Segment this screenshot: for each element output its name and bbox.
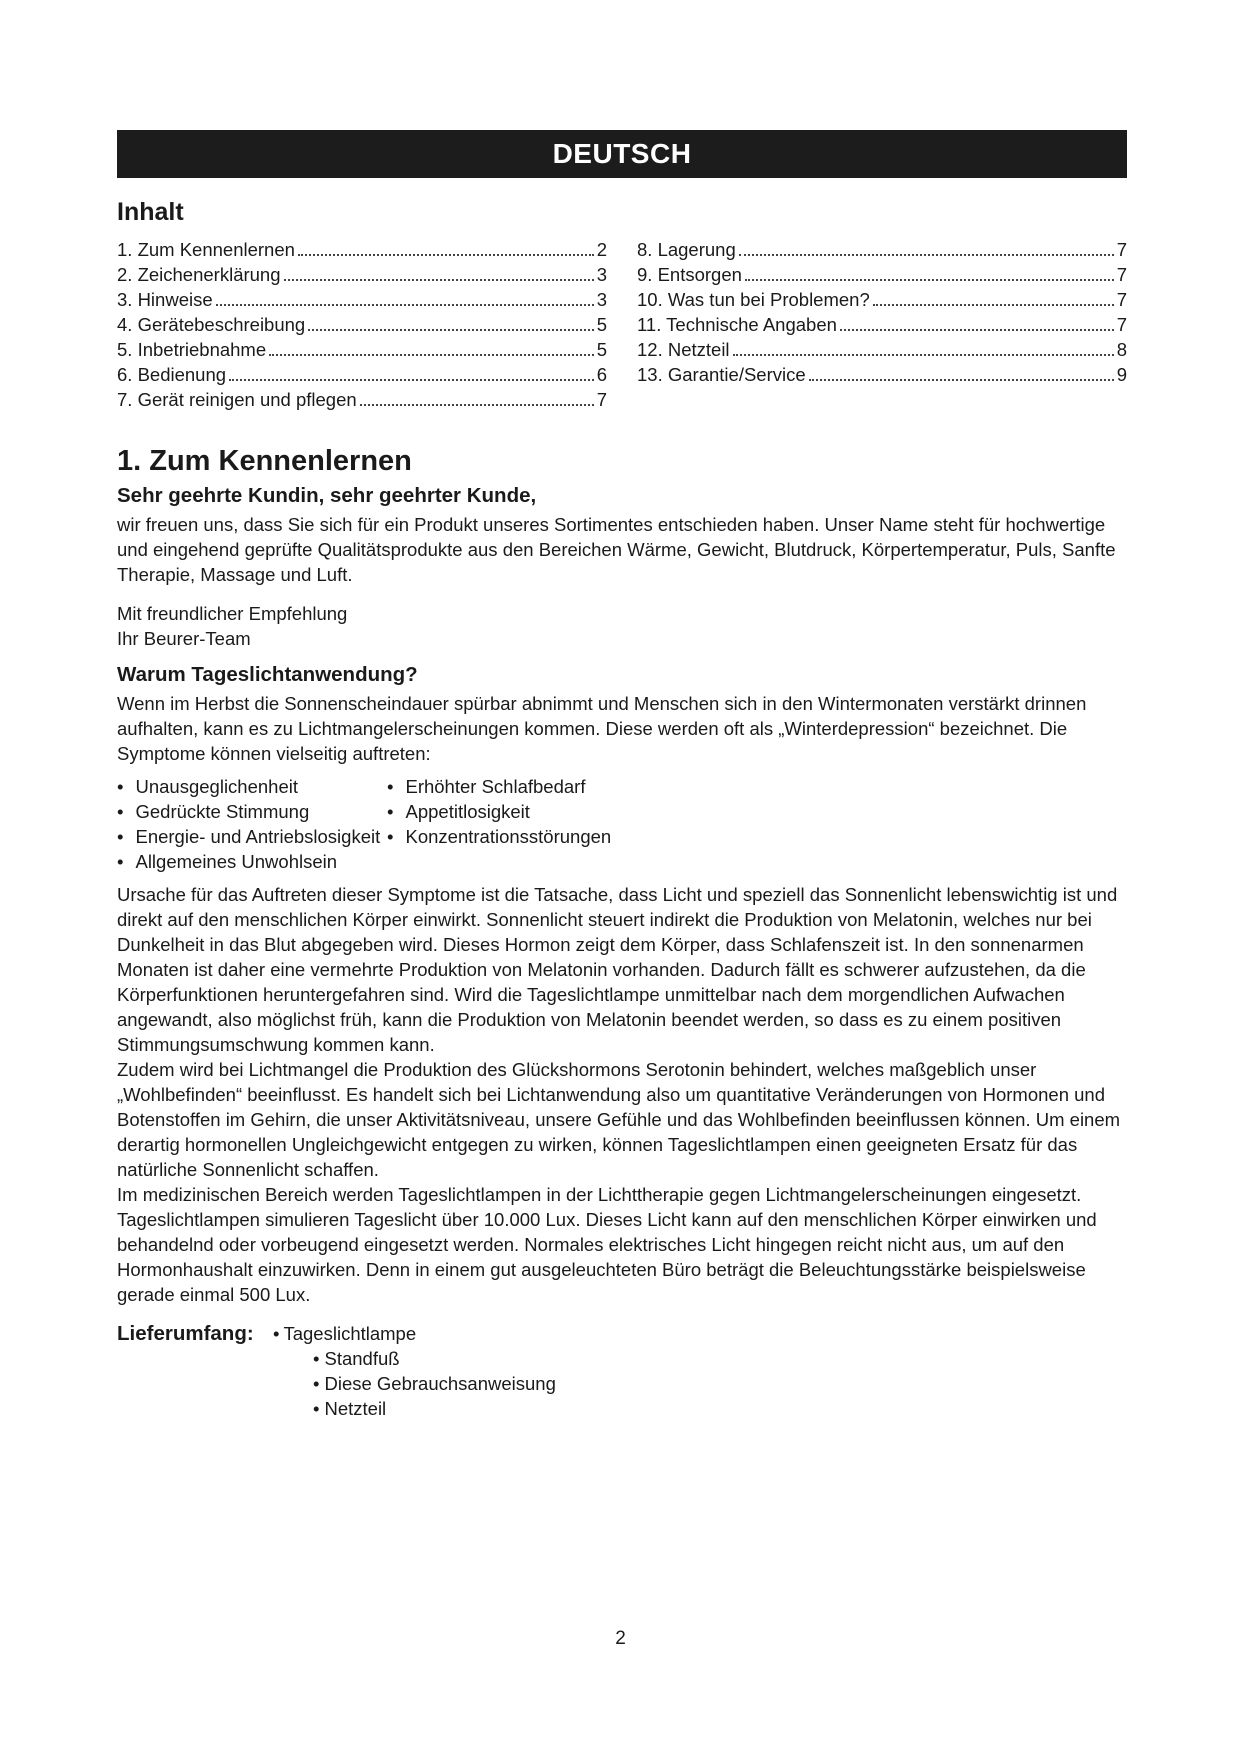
list-item: • Konzentrationsstörungen <box>387 824 787 849</box>
toc-leader-dots <box>840 329 1114 331</box>
toc-leader-dots <box>745 279 1114 281</box>
delivery-label: Lieferumfang: <box>117 1322 254 1345</box>
list-item: • Diese Gebrauchsanweisung <box>313 1371 556 1396</box>
toc-item-title: 2. Zeichenerklärung <box>117 264 281 285</box>
why-heading: Warum Tageslichtanwendung? <box>117 663 418 686</box>
toc-leader-dots <box>873 304 1114 306</box>
toc-leader-dots <box>298 254 594 256</box>
toc-item[interactable] <box>637 362 1127 387</box>
toc-leader-dots <box>809 379 1114 381</box>
toc-leader-dots <box>360 404 594 406</box>
greeting-heading: Sehr geehrte Kundin, sehr geehrter Kunde, <box>117 484 537 507</box>
toc-item-title: 7. Gerät reinigen und pflegen <box>117 389 357 410</box>
list-item: • Gedrückte Stimmung <box>117 799 387 824</box>
toc-leader-dots <box>229 379 594 381</box>
toc-item-title: 4. Gerätebeschreibung <box>117 314 306 335</box>
toc-item-title: 8. Lagerung <box>637 239 736 260</box>
toc-item-title: 10. Was tun bei Problemen? <box>637 289 870 310</box>
toc-item-page: 8 <box>1116 339 1127 360</box>
closing-signature: Ihr Beurer-Team <box>117 628 251 649</box>
list-item: • Energie- und Antriebslosigkeit <box>117 824 387 849</box>
toc-item-page: 3 <box>596 264 607 285</box>
closing-block <box>117 601 1127 651</box>
toc-item-page: 7 <box>1116 314 1127 335</box>
toc-item-title: 1. Zum Kennenlernen <box>117 239 295 260</box>
toc-leader-dots <box>284 279 594 281</box>
toc-left-column <box>117 237 607 412</box>
toc-item[interactable] <box>637 287 1127 312</box>
toc-item-page: 7 <box>1116 239 1127 260</box>
toc-item[interactable] <box>117 262 607 287</box>
toc-item-title: 12. Netzteil <box>637 339 730 360</box>
list-item: • Standfuß <box>313 1346 556 1371</box>
section-title: 1. Zum Kennenlernen <box>117 445 412 477</box>
toc-item-title: 9. Entsorgen <box>637 264 742 285</box>
language-banner: DEUTSCH <box>117 130 1127 178</box>
toc-item-title: 6. Bedienung <box>117 364 227 385</box>
toc-item-page: 6 <box>596 364 607 385</box>
toc-right-column <box>637 237 1127 412</box>
toc-item-page: 5 <box>596 314 607 335</box>
toc-item[interactable] <box>117 362 607 387</box>
toc-leader-dots <box>216 304 594 306</box>
toc-item-page: 7 <box>1116 264 1127 285</box>
toc-leader-dots <box>733 354 1114 356</box>
list-item: • Allgemeines Unwohlsein <box>117 849 387 874</box>
toc-item[interactable] <box>117 312 607 337</box>
list-item: • Netzteil <box>313 1396 556 1421</box>
toc-item[interactable] <box>637 337 1127 362</box>
page-number: 2 <box>615 1628 626 1649</box>
list-item: • Erhöhter Schlafbedarf <box>387 774 787 799</box>
delivery-list <box>279 1321 556 1421</box>
list-item: • Unausgeglichenheit <box>117 774 387 799</box>
cause-paragraph: Ursache für das Auftreten dieser Symptome ist die Tatsache, dass Licht und speziell das Sonnenlicht lebenswichtig ist und direkt auf den menschlichen Körper einwirkt. Sonnenlicht steuert indirekt die Produktion von Melatonin, welches nur bei Dunkelheit in das Blut abgegeben wird. Dieses Hormon zeigt dem Körper, dass Schlafenszeit ist. In den sonnenarmen Monaten ist daher eine vermehrte Produktion von Melatonin vorhanden. Dadurch fällt es schwerer aufzustehen, da die Körperfunktionen heruntergefahren sind. Wird die Tageslichtlampe unmittelbar nach dem morgendlichen Aufwachen angewandt, also möglichst früh, kann die Produktion von Melatonin beendet werden, so dass es zu einem positiven Stimmungsumschwung kommen kann. <box>117 884 1118 1055</box>
toc-item-page: 5 <box>596 339 607 360</box>
medical-paragraph: Im medizinischen Bereich werden Tageslichtlampen in der Lichttherapie gegen Lichtmangelerscheinungen eingesetzt. Tageslichtlampen simulieren Tageslicht über 10.000 Lux. Dieses Licht kann auf den menschlichen Körper einwirken und behandelnd oder vorbeugend eingesetzt werden. Normales elektrisches Licht hingegen reicht nicht aus, um auf den Hormonhaushalt einzuwirken. Denn in einem gut ausgeleuchteten Büro beträgt die Beleuchtungsstärke beispielsweise gerade einmal 500 Lux. <box>117 1184 1097 1305</box>
toc-item-title: 13. Garantie/Service <box>637 364 806 385</box>
why-paragraph: Wenn im Herbst die Sonnenscheindauer spürbar abnimmt und Menschen sich in den Wintermonaten verstärkt drinnen aufhalten, kann es zu Lichtmangelerscheinungen kommen. Diese werden oft als „Winterdepression“ bezeichnet. Die Symptome können vielseitig auftreten: <box>117 693 1087 764</box>
toc-item-page: 2 <box>596 239 607 260</box>
symptom-list <box>117 774 1127 874</box>
toc-item[interactable] <box>117 387 607 412</box>
toc-heading: Inhalt <box>117 198 184 226</box>
toc-leader-dots <box>308 329 593 331</box>
list-item: • Appetitlosigkeit <box>387 799 787 824</box>
toc-leader-dots <box>269 354 594 356</box>
table-of-contents <box>117 237 1127 412</box>
toc-item-title: 5. Inbetriebnahme <box>117 339 267 360</box>
toc-item[interactable] <box>637 312 1127 337</box>
list-item: • Tageslichtlampe <box>279 1321 556 1346</box>
delivery-scope <box>117 1321 1127 1421</box>
intro-paragraph: wir freuen uns, dass Sie sich für ein Produkt unseres Sortimentes entschieden haben. Unser Name steht für hochwertige und eingehend geprüfte Qualitätsprodukte aus den Bereichen Wärme, Gewicht, Blutdruck, Körpertemperatur, Puls, Sanfte Therapie, Massage und Luft. <box>117 514 1116 585</box>
toc-item[interactable] <box>117 337 607 362</box>
toc-item[interactable] <box>637 237 1127 262</box>
toc-item-page: 9 <box>1116 364 1127 385</box>
serotonin-paragraph: Zudem wird bei Lichtmangel die Produktion des Glückshormons Serotonin behindert, welches maßgeblich unser „Wohlbefinden“ beeinflusst. Es handelt sich bei Lichtanwendung also um quantitative Veränderungen von Hormonen und Botenstoffen im Gehirn, die unser Aktivitätsniveau, unsere Gefühle und das Wohlbefinden beeinflussen können. Um einem derartig hormonellen Ungleichgewicht entgegen zu wirken, können Tageslichtlampen einen geeigneten Ersatz für das natürliche Sonnenlicht schaffen. <box>117 1059 1121 1180</box>
toc-leader-dots <box>739 254 1114 256</box>
closing-line: Mit freundlicher Empfehlung <box>117 603 348 624</box>
toc-item-title: 11. Technische Angaben <box>637 314 837 335</box>
document-page <box>117 130 1127 1421</box>
toc-item-page: 7 <box>596 389 607 410</box>
toc-item[interactable] <box>637 262 1127 287</box>
toc-item-page: 7 <box>1116 289 1127 310</box>
toc-item[interactable] <box>117 287 607 312</box>
toc-item-title: 3. Hinweise <box>117 289 213 310</box>
toc-item-page: 3 <box>596 289 607 310</box>
toc-item[interactable] <box>117 237 607 262</box>
